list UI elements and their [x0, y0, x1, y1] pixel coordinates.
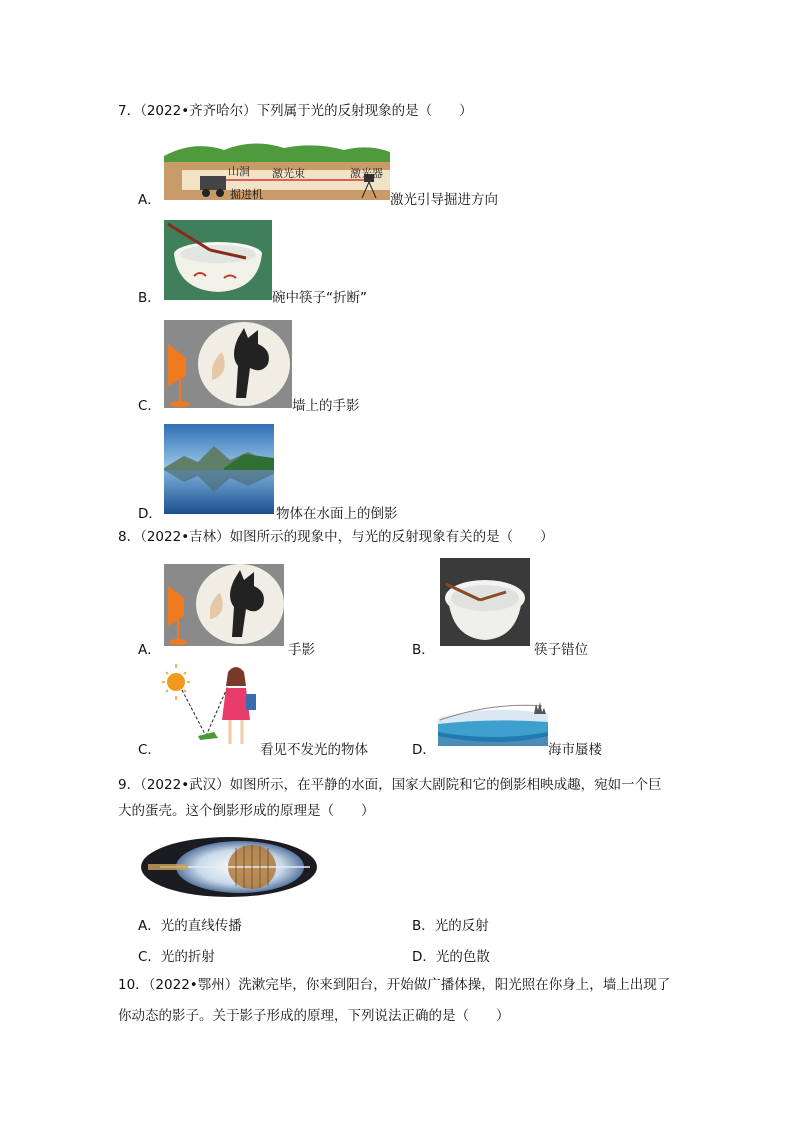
q7-option-a-caption: 激光引导掘进方向 — [390, 192, 498, 208]
q9-option-d: D．光的色散 — [412, 949, 490, 965]
mirage-figure — [438, 696, 548, 746]
q8-option-d-caption: 海市蜃楼 — [548, 742, 602, 758]
q7-option-b-caption: 碗中筷子“折断” — [272, 290, 367, 306]
q9-option-b: B．光的反射 — [412, 918, 489, 934]
q8-option-c-letter: C． — [138, 742, 161, 758]
national-theater-figure — [140, 836, 318, 898]
q8-option-a-letter: A． — [138, 642, 161, 658]
label-laser-beam: 激光束 — [272, 167, 305, 180]
q7-option-a-letter: A． — [138, 192, 161, 208]
q8-option-b-caption: 筷子错位 — [534, 642, 588, 658]
q7-option-c-letter: C． — [138, 398, 161, 414]
tunnel-laser-figure — [164, 138, 390, 200]
q8-option-b-letter: B． — [412, 642, 435, 658]
q8-option-c-caption: 看见不发光的物体 — [260, 742, 368, 758]
water-reflection-figure — [164, 424, 274, 514]
q8-option-a-caption: 手影 — [288, 642, 315, 658]
question-7-stem: 7．（2022•齐齐哈尔）下列属于光的反射现象的是（ ） — [118, 103, 473, 119]
bowl-chopsticks-figure — [164, 220, 272, 300]
label-laser-device: 激光器 — [350, 167, 383, 180]
label-boring-machine: 掘进机 — [230, 188, 263, 200]
question-10-stem-line-1: 10．（2022•鄂州）洗漱完毕，你来到阳台，开始做广播体操，阳光照在你身上，墙上出现了 — [118, 977, 671, 993]
q8-option-d-letter: D． — [412, 742, 436, 758]
q7-option-b-letter: B． — [138, 290, 161, 306]
seeing-object-figure — [162, 664, 260, 748]
question-9-stem-line-2: 大的蛋壳。这个倒影形成的原理是（ ） — [118, 803, 375, 819]
q9-option-a: A．光的直线传播 — [138, 918, 242, 934]
question-8-stem: 8．（2022•吉林）如图所示的现象中，与光的反射现象有关的是（ ） — [118, 529, 554, 545]
q9-option-c: C．光的折射 — [138, 949, 215, 965]
label-cave: 山洞 — [228, 165, 250, 178]
q7-option-d-letter: D． — [138, 506, 162, 522]
hand-shadow-figure-8a — [164, 564, 284, 646]
q7-option-c-caption: 墙上的手影 — [292, 398, 360, 414]
question-10-stem-line-2: 你动态的影子。关于影子形成的原理，下列说法正确的是（ ） — [118, 1008, 510, 1024]
question-9-stem-line-1: 9．（2022•武汉）如图所示，在平静的水面，国家大剧院和它的倒影相映成趣，宛如一个巨 — [118, 777, 662, 793]
hand-shadow-figure-7c — [164, 320, 292, 408]
q7-option-d-caption: 物体在水面上的倒影 — [276, 506, 398, 522]
chopsticks-bowl-figure-8b — [440, 558, 530, 646]
